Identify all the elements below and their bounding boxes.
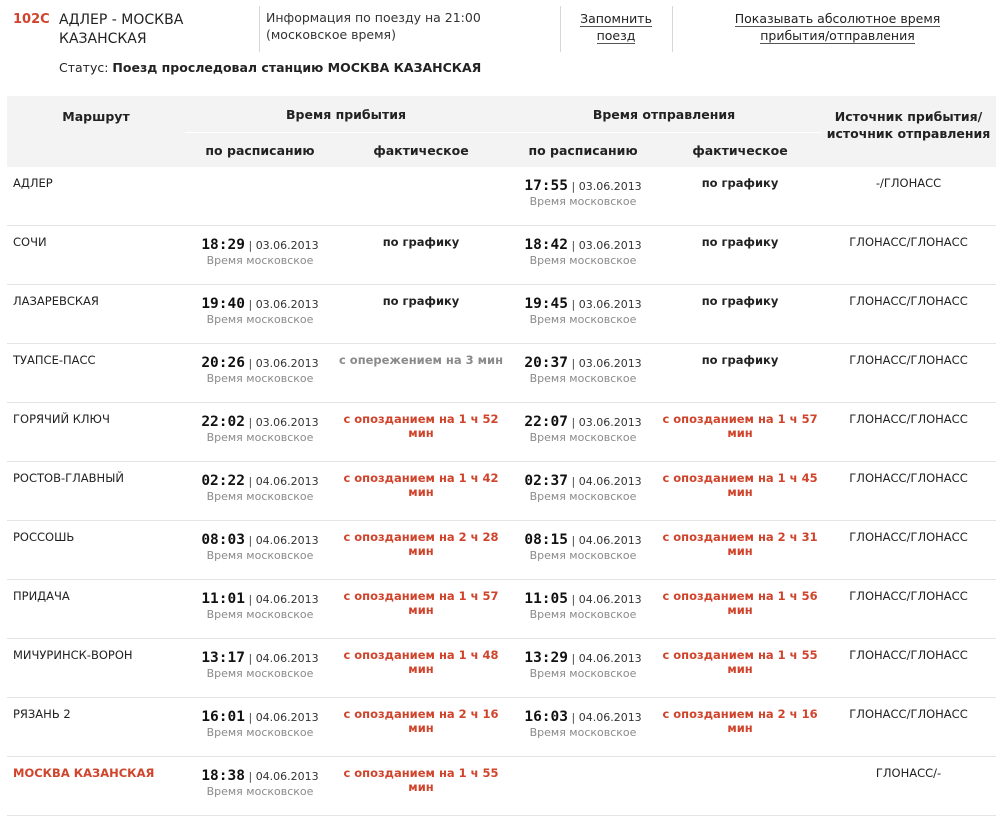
time-zone-label: Время московское — [206, 726, 314, 739]
departure-time: 13:29 — [524, 650, 568, 666]
departure-actual-cell — [659, 403, 821, 462]
departure-time: 02:37 — [524, 473, 568, 489]
departure-actual-cell — [659, 521, 821, 580]
time-zone-label: Время московское — [206, 785, 314, 798]
arrival-scheduled-cell — [185, 580, 335, 639]
arrival-date: 04.06.2013 — [255, 652, 319, 665]
time-separator: | — [244, 298, 256, 311]
arrival-time: 13:17 — [201, 650, 245, 666]
table-row — [7, 285, 996, 344]
arrival-actual-status: с опозданием на 2 ч 28 мин — [343, 530, 499, 558]
arrival-scheduled-cell — [185, 226, 335, 285]
departure-actual-status: с опозданием на 1 ч 45 мин — [662, 471, 818, 499]
departure-date: 03.06.2013 — [578, 357, 642, 370]
column-header-departure: Время отправления — [507, 96, 821, 133]
arrival-scheduled-cell — [185, 698, 335, 757]
absolute-time-label[interactable]: Показывать абсолютное время прибытия/отправления — [734, 11, 941, 43]
arrival-scheduled-cell — [185, 285, 335, 344]
route-title: АДЛЕР - МОСКВА КАЗАНСКАЯ — [59, 12, 184, 47]
source-cell: -/ГЛОНАСС — [821, 167, 996, 226]
arrival-date: 04.06.2013 — [255, 475, 319, 488]
arrival-scheduled-cell — [185, 757, 335, 816]
source-cell: ГЛОНАСС/ГЛОНАСС — [821, 698, 996, 757]
departure-time: 18:42 — [524, 237, 568, 253]
station-name: РОССОШЬ — [7, 521, 185, 580]
absolute-time-link[interactable] — [700, 10, 975, 44]
departure-date: 04.06.2013 — [578, 711, 642, 724]
departure-time: 17:55 — [524, 178, 568, 194]
arrival-date: 03.06.2013 — [255, 416, 319, 429]
time-zone-label: Время московское — [206, 372, 314, 385]
column-header-departure-actual: фактическое — [659, 133, 821, 168]
arrival-actual-status: с опозданием на 1 ч 48 мин — [343, 648, 499, 676]
train-header — [0, 0, 1004, 90]
time-separator: | — [244, 357, 256, 370]
arrival-date: 03.06.2013 — [255, 298, 319, 311]
departure-actual-status: по графику — [701, 235, 779, 249]
source-cell: ГЛОНАСС/- — [821, 757, 996, 816]
station-name: ПРИДАЧА — [7, 580, 185, 639]
arrival-actual-cell — [335, 580, 507, 639]
time-zone-label: Время московское — [529, 195, 637, 208]
departure-scheduled-cell — [507, 462, 659, 521]
station-name: МИЧУРИНСК-ВОРОН — [7, 639, 185, 698]
arrival-time: 18:38 — [201, 768, 245, 784]
arrival-scheduled-cell — [185, 167, 335, 226]
schedule-table — [7, 96, 996, 816]
source-cell: ГЛОНАСС/ГЛОНАСС — [821, 226, 996, 285]
arrival-actual-cell — [335, 521, 507, 580]
table-row — [7, 226, 996, 285]
time-zone-label: Время московское — [206, 490, 314, 503]
time-zone-label: Время московское — [529, 372, 637, 385]
arrival-actual-status: с опозданием на 1 ч 55 мин — [343, 766, 499, 794]
departure-actual-cell — [659, 226, 821, 285]
arrival-actual-cell — [335, 344, 507, 403]
source-cell: ГЛОНАСС/ГЛОНАСС — [821, 580, 996, 639]
arrival-actual-cell — [335, 757, 507, 816]
station-name: ТУАПСЕ-ПАСС — [7, 344, 185, 403]
arrival-scheduled-cell — [185, 462, 335, 521]
departure-time: 11:05 — [524, 591, 568, 607]
column-header-source: Источник прибытия/ источник отправления — [821, 96, 996, 167]
arrival-time: 20:26 — [201, 355, 245, 371]
departure-time: 19:45 — [524, 296, 568, 312]
source-cell: ГЛОНАСС/ГЛОНАСС — [821, 403, 996, 462]
departure-actual-cell — [659, 757, 821, 816]
time-separator: | — [568, 534, 579, 547]
departure-time: 16:03 — [524, 709, 568, 725]
arrival-time: 18:29 — [201, 237, 245, 253]
time-zone-label: Время московское — [529, 549, 637, 562]
departure-scheduled-cell — [507, 521, 659, 580]
arrival-actual-cell — [335, 462, 507, 521]
departure-actual-status: по графику — [701, 176, 779, 190]
arrival-date: 04.06.2013 — [255, 534, 319, 547]
arrival-actual-cell — [335, 698, 507, 757]
departure-actual-status: по графику — [701, 294, 779, 308]
departure-time: 08:15 — [524, 532, 568, 548]
arrival-date: 04.06.2013 — [255, 770, 319, 783]
departure-actual-status: с опозданием на 2 ч 31 мин — [662, 530, 818, 558]
source-cell: ГЛОНАСС/ГЛОНАСС — [821, 285, 996, 344]
time-separator: | — [568, 416, 579, 429]
arrival-actual-status: с опозданием на 2 ч 16 мин — [343, 707, 499, 735]
time-zone-label: Время московское — [206, 431, 314, 444]
column-header-arrival-actual: фактическое — [335, 133, 507, 168]
time-separator: | — [244, 770, 256, 783]
departure-actual-status: с опозданием на 1 ч 55 мин — [662, 648, 818, 676]
station-name: РОСТОВ-ГЛАВНЫЙ — [7, 462, 185, 521]
time-separator: | — [244, 534, 256, 547]
time-zone-label: Время московское — [206, 608, 314, 621]
departure-actual-status: с опозданием на 1 ч 56 мин — [662, 589, 818, 617]
info-text: Информация по поезду на 21:00 (московское время) — [266, 10, 481, 42]
arrival-actual-status: с опережением на 3 мин — [338, 353, 504, 367]
column-header-arrival-scheduled: по расписанию — [185, 133, 335, 168]
source-cell: ГЛОНАСС/ГЛОНАСС — [821, 639, 996, 698]
station-name: РЯЗАНЬ 2 — [7, 698, 185, 757]
train-status — [59, 60, 481, 75]
time-separator: | — [568, 593, 579, 606]
arrival-actual-cell — [335, 285, 507, 344]
station-name: СОЧИ — [7, 226, 185, 285]
departure-scheduled-cell — [507, 403, 659, 462]
time-separator: | — [568, 711, 579, 724]
status-label: Статус: — [59, 60, 109, 75]
departure-date: 03.06.2013 — [578, 298, 642, 311]
departure-actual-cell — [659, 344, 821, 403]
arrival-actual-cell — [335, 639, 507, 698]
station-name: МОСКВА КАЗАНСКАЯ — [7, 757, 185, 816]
departure-scheduled-cell — [507, 226, 659, 285]
remember-train-label[interactable]: Запомнить поезд — [580, 11, 652, 43]
time-zone-label: Время московское — [529, 608, 637, 621]
time-zone-label: Время московское — [206, 313, 314, 326]
time-zone-label: Время московское — [206, 667, 314, 680]
source-cell: ГЛОНАСС/ГЛОНАСС — [821, 462, 996, 521]
table-row — [7, 580, 996, 639]
arrival-date: 04.06.2013 — [255, 711, 319, 724]
time-zone-label: Время московское — [529, 254, 637, 267]
time-separator: | — [244, 652, 256, 665]
train-number: 102С — [13, 12, 50, 27]
arrival-scheduled-cell — [185, 521, 335, 580]
arrival-actual-status: по графику — [382, 235, 460, 249]
table-row — [7, 757, 996, 816]
arrival-date: 04.06.2013 — [255, 593, 319, 606]
arrival-time: 02:22 — [201, 473, 245, 489]
column-header-departure-scheduled: по расписанию — [507, 133, 659, 168]
status-value: Поезд проследовал станцию МОСКВА КАЗАНСКАЯ — [112, 60, 482, 75]
header-divider — [672, 6, 673, 52]
table-row — [7, 639, 996, 698]
departure-date: 04.06.2013 — [578, 534, 642, 547]
column-header-arrival: Время прибытия — [185, 96, 507, 133]
time-zone-label: Время московское — [206, 254, 314, 267]
departure-scheduled-cell — [507, 639, 659, 698]
departure-time: 20:37 — [524, 355, 568, 371]
station-name: АДЛЕР — [7, 167, 185, 226]
arrival-actual-status: с опозданием на 1 ч 57 мин — [343, 589, 499, 617]
time-separator: | — [568, 180, 579, 193]
time-zone-label: Время московское — [529, 431, 637, 444]
departure-scheduled-cell — [507, 285, 659, 344]
header-divider — [560, 6, 561, 52]
time-separator: | — [244, 711, 256, 724]
source-cell: ГЛОНАСС/ГЛОНАСС — [821, 344, 996, 403]
departure-actual-status: по графику — [701, 353, 779, 367]
arrival-scheduled-cell — [185, 403, 335, 462]
time-zone-label: Время московское — [529, 313, 637, 326]
time-separator: | — [568, 239, 579, 252]
arrival-time: 11:01 — [201, 591, 245, 607]
column-header-route: Маршрут — [7, 96, 185, 167]
time-separator: | — [568, 652, 579, 665]
departure-actual-cell — [659, 167, 821, 226]
arrival-actual-cell — [335, 226, 507, 285]
station-name: ЛАЗАРЕВСКАЯ — [7, 285, 185, 344]
arrival-actual-status: с опозданием на 1 ч 42 мин — [343, 471, 499, 499]
departure-date: 04.06.2013 — [578, 593, 642, 606]
departure-actual-cell — [659, 698, 821, 757]
header-divider — [259, 6, 260, 52]
arrival-actual-status: по графику — [382, 294, 460, 308]
table-row — [7, 462, 996, 521]
time-zone-label: Время московское — [529, 490, 637, 503]
remember-train-link[interactable] — [570, 10, 662, 44]
departure-scheduled-cell — [507, 167, 659, 226]
table-row — [7, 521, 996, 580]
time-separator: | — [568, 298, 579, 311]
departure-date: 03.06.2013 — [578, 416, 642, 429]
departure-actual-status: с опозданием на 1 ч 57 мин — [662, 412, 818, 440]
table-row — [7, 403, 996, 462]
departure-date: 04.06.2013 — [578, 652, 642, 665]
station-name: ГОРЯЧИЙ КЛЮЧ — [7, 403, 185, 462]
departure-date: 03.06.2013 — [578, 180, 642, 193]
arrival-time: 08:03 — [201, 532, 245, 548]
time-separator: | — [568, 475, 579, 488]
arrival-time: 16:01 — [201, 709, 245, 725]
source-cell: ГЛОНАСС/ГЛОНАСС — [821, 521, 996, 580]
departure-date: 03.06.2013 — [578, 239, 642, 252]
arrival-date: 03.06.2013 — [255, 239, 319, 252]
arrival-time: 19:40 — [201, 296, 245, 312]
departure-scheduled-cell — [507, 580, 659, 639]
table-row — [7, 167, 996, 226]
time-separator: | — [244, 239, 256, 252]
departure-time: 22:07 — [524, 414, 568, 430]
arrival-scheduled-cell — [185, 344, 335, 403]
time-zone-label: Время московское — [529, 726, 637, 739]
departure-actual-cell — [659, 580, 821, 639]
arrival-actual-status: с опозданием на 1 ч 52 мин — [343, 412, 499, 440]
arrival-actual-cell — [335, 403, 507, 462]
time-separator: | — [568, 357, 579, 370]
time-separator: | — [244, 416, 256, 429]
arrival-scheduled-cell — [185, 639, 335, 698]
arrival-time: 22:02 — [201, 414, 245, 430]
table-row — [7, 344, 996, 403]
departure-scheduled-cell — [507, 698, 659, 757]
arrival-date: 03.06.2013 — [255, 357, 319, 370]
departure-scheduled-cell — [507, 344, 659, 403]
departure-date: 04.06.2013 — [578, 475, 642, 488]
departure-actual-cell — [659, 285, 821, 344]
time-separator: | — [244, 593, 256, 606]
time-separator: | — [244, 475, 256, 488]
table-row — [7, 698, 996, 757]
time-zone-label: Время московское — [206, 549, 314, 562]
arrival-actual-cell — [335, 167, 507, 226]
departure-actual-status: с опозданием на 2 ч 16 мин — [662, 707, 818, 735]
departure-actual-cell — [659, 639, 821, 698]
departure-actual-cell — [659, 462, 821, 521]
departure-scheduled-cell — [507, 757, 659, 816]
time-zone-label: Время московское — [529, 667, 637, 680]
